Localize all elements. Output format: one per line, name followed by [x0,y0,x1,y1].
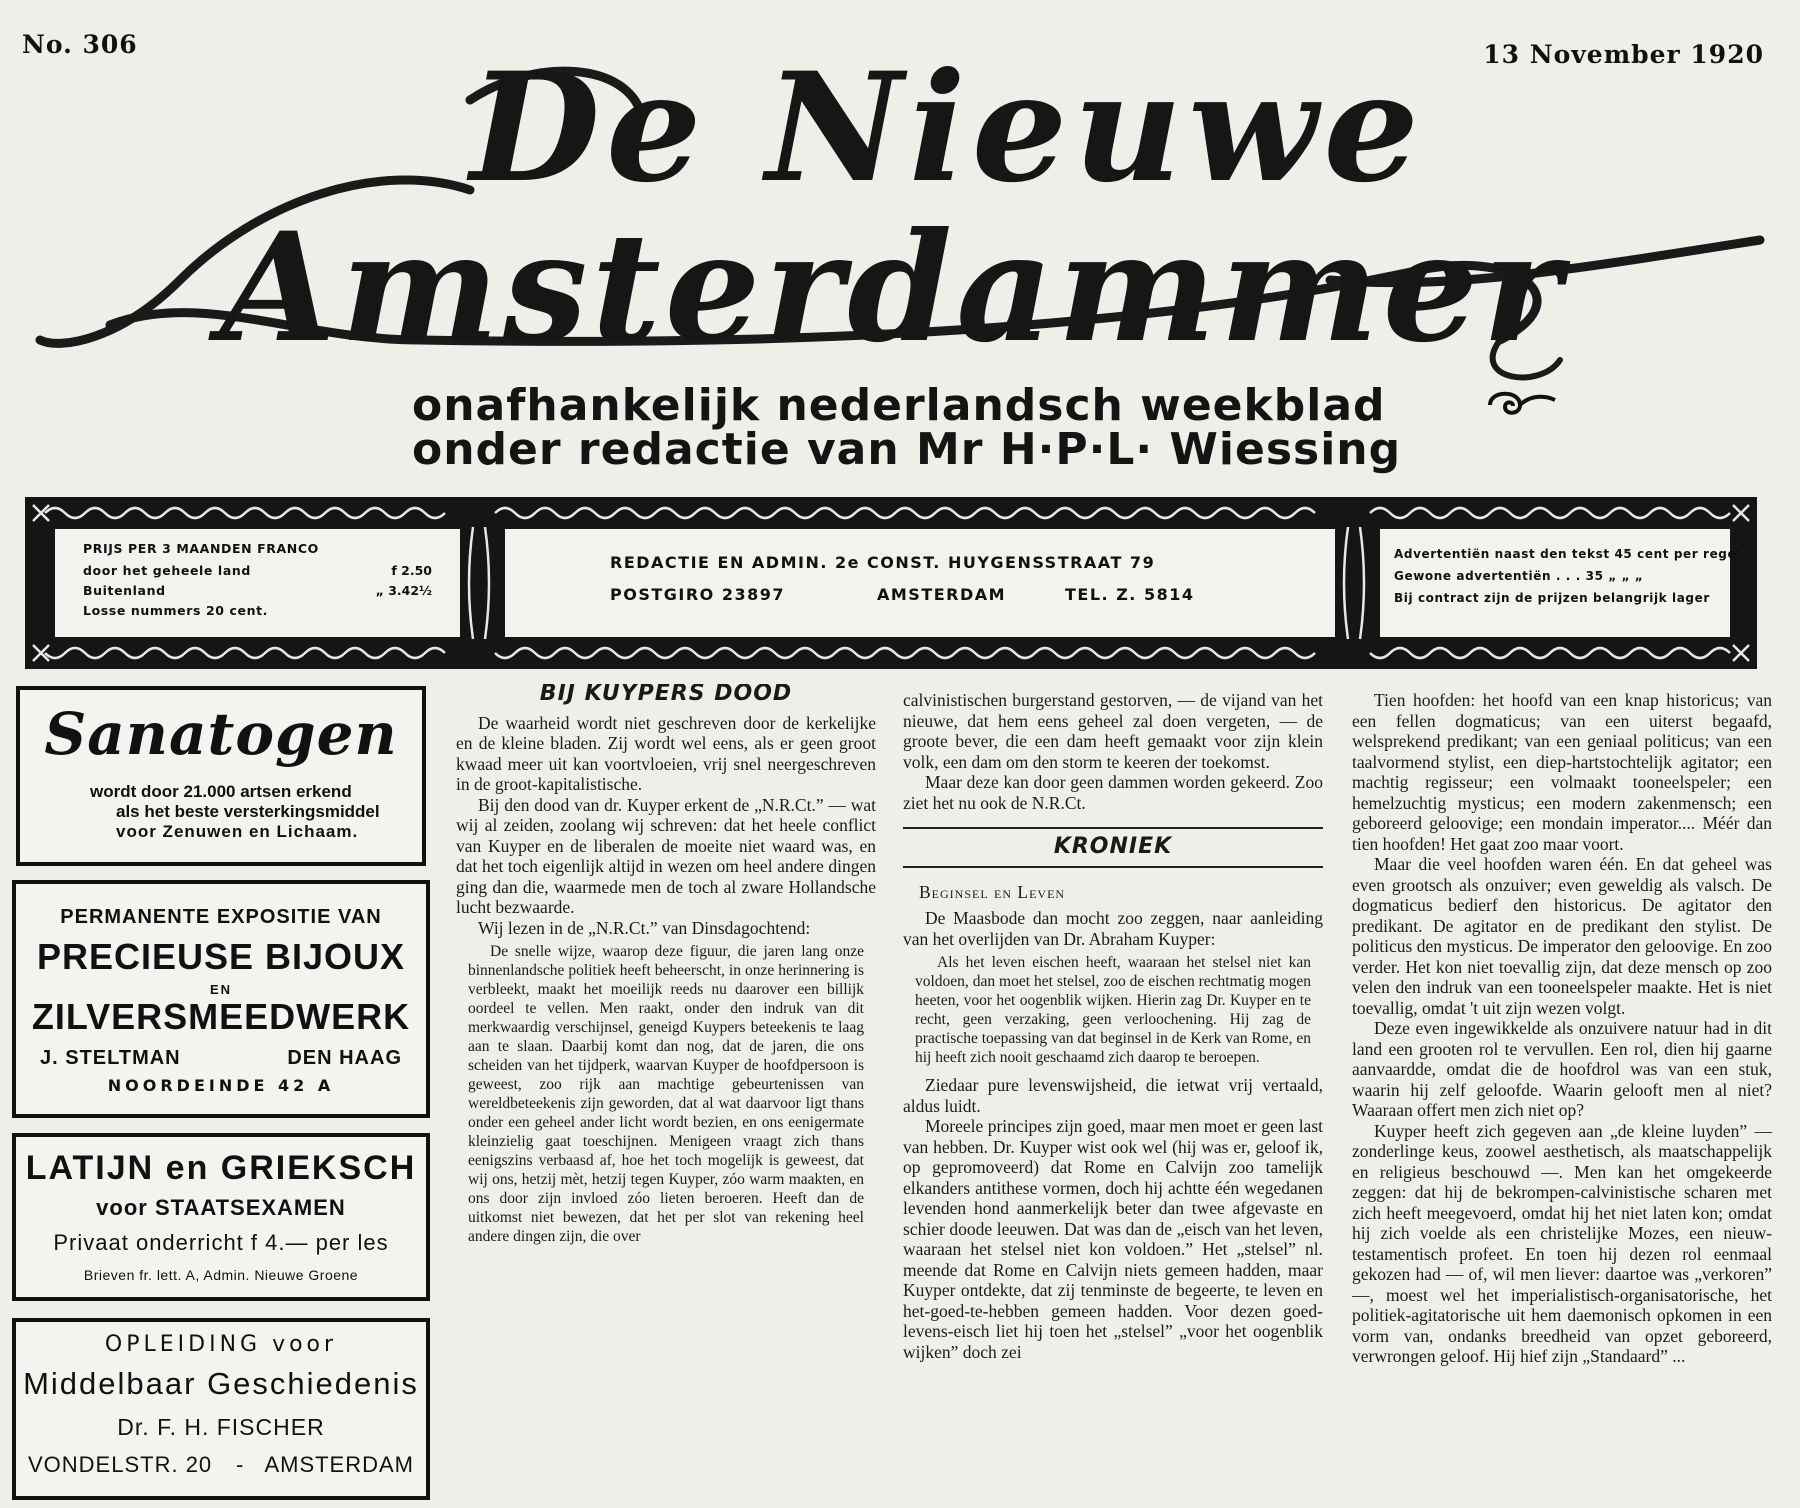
article-paragraph: Deze even ingewikkelde als onzuivere natuur had in dit land een grooten rol te vervullen. Een rol, dien hij gaarne aanvaardde, omdat die de hoofdrol was van een stuk, waarin hij zelf geloofde. Waarin gelooft men al niet? Waaraan offert men zich niet op? [1352,1018,1772,1120]
kroniek-subheading: Beginsel en Leven [919,881,1066,902]
price-row-label: door het geheele land [83,563,251,578]
ad-opleiding-city: AMSTERDAM [264,1452,414,1477]
article-heading: BIJ KUYPERS DOOD [539,684,793,706]
ad-rate-line: Gewone advertentiën . . . 35 „ „ „ [1394,569,1644,583]
info-band [25,497,1757,669]
masthead-title-line2: Amsterdammer [220,200,1566,376]
subscription-prices-panel [55,529,460,637]
ad-bijoux-headline: PRECIEUSE BIJOUX [36,936,406,977]
ad-opleiding-headline: Middelbaar Geschiedenis [23,1366,419,1401]
article-paragraph: Maar die veel hoofden waren één. En dat geheel was even grootsch als onzuiver; even geweldig als valsch. De dogmaticus bedierf den historicus. De agitator den predikant. De agitator en de predikant den stylist. De politicus den mysticus. De imperator den geloovige. En zoo verder. Het kon niet toevallig zijn, dat deze mensch op zoo velen den indruk van een tooneelspeler maakte. Het is niet toevallig, omdat 't uit zijn wezen volgt. [1352,854,1772,1018]
ad-sanatogen-line: als het beste versterkingsmiddel [116,802,380,821]
price-row-label: Buitenland [83,583,166,598]
ad-sanatogen-brand: Sanatogen [44,700,398,768]
article-column-3 [1352,690,1772,1504]
price-row-label: Losse nummers 20 cent. [83,603,269,618]
section-rule [903,866,1323,868]
ad-rate-line: Advertentiën naast den tekst 45 cent per regel [1394,547,1741,561]
ad-opleiding-geschiedenis [12,1318,430,1500]
article-paragraph: De Maasbode dan mocht zoo zeggen, naar aanleiding van het overlijden van Dr. Abraham Kuyper: [903,908,1323,949]
office-address: REDACTIE EN ADMIN. 2e CONST. HUYGENSSTRAAT 79 [610,553,1156,572]
editorial-office-panel [505,529,1335,637]
price-row-value: f 2.50 [391,563,432,578]
section-rule [903,827,1323,829]
ad-opleiding-line: OPLEIDING voor [104,1332,338,1357]
masthead-subtitle-line1: onafhankelijk nederlandsch weekblad [412,380,1386,431]
ad-latijn-line: Privaat onderricht f 4.— per les [53,1230,389,1255]
ad-latijn-line: voor STAATSEXAMEN [96,1195,346,1220]
article-paragraph: Bij den dood van dr. Kuyper erkent de „N.R.Ct.” — wat wij al zeiden, zoolang wij schreven: dat het heele conflict van Kuyper en de liberalen de moeite niet waard was, en dat het toch eigenlijk altijd in wezen om heel andere dingen ging dan die, waarmede men de toch al zware Hollandsche lucht bezwaarde. [456,794,876,917]
article-column-1 [456,684,876,1504]
ad-opleiding-address: VONDELSTR. 20 [28,1452,213,1477]
ad-sanatogen-line: wordt door 21.000 artsen erkend [90,782,352,801]
ad-bijoux-line: PERMANENTE EXPOSITIE VAN [60,906,382,928]
article-paragraph: Kuyper heeft zich gegeven aan „de kleine luyden” — zonderlinge keus, zoowel aesthetisch, als maatschappelijk en religieus beschouwd —. Men kan het omgekeerde zeggen: dat hij de bekrompen-calvinistische scharen met zich heeft meegevoerd, omdat hij het niet laten kon; omdat hij zich voelde als een christelijke Mozes, een nieuw-testamentisch profeet. En toen hij dezen rol eenmaal gekozen had — of, wil men liever: daartoe was „verkoren” —, moest wel het imperialistisch-organisatorische, het politiek-agitatorische uit hem daemonisch opkomen in een vorm van, ondanks breedheid van opzet geboreerd, verwrongen geloof. Hij hief zijn „Standaard” ... [1352,1120,1772,1366]
article-paragraph: Moreele principes zijn goed, maar men moet er geen last van hebben. Dr. Kuyper wist ook wel (hij was er, geloof ik, op gepromoveerd) dat Rome en Calvijn zoo tamelijk elkanders antithese vormen, doch hij achtte één wegedanen levenden hond aanmerkelijk beter dan twee afgevaste en schier doode leeuwen. Dat was dan de „eisch van het leven, waaraan het stelsel niet kon voldoen.” Het „stelsel” nl. meende dat Rome en Calvijn niets gemeen hadden, maar Kuyper ontdekte, dat zij tenminste de begeerte, te leven en het-goed-te-hebben gemeen hadden. Voor dezen goed-levens-eisch liet hij toen het „stelsel” „voor het oogenblik wijken” doch zei [903,1116,1323,1362]
ad-bijoux-city: DEN HAAG [287,1047,402,1069]
ad-opleiding-name: Dr. F. H. FISCHER [117,1414,325,1440]
ad-sanatogen [16,686,426,866]
article-quote: Als het leven eischen heeft, waaraan het stelsel niet kan voldoen, dan moet het stelsel, zoo de eischen rechtmatig mogen heeten, voor het oogenblik wijken. Hierin zag Dr. Kuyper en te recht, geen verzaking, geen verloochening. Hij zag de practische toepassing van dat beginsel in de Kerk van Rome, en hij heeft zich nooit geschaamd zich daarop te beroepen. [915,954,1311,1066]
spiral-ornament [1480,385,1560,425]
masthead-title-line1: De Nieuwe [470,40,1425,216]
ad-sanatogen-line: voor Zenuwen en Lichaam. [116,822,359,841]
article-paragraph: Wij lezen in de „N.R.Ct.” van Dinsdagochtend: [478,917,811,938]
office-city: AMSTERDAM [877,585,1007,604]
ad-latijn-line: Brieven fr. lett. A, Admin. Nieuwe Groene [83,1267,359,1283]
ad-bijoux-address: NOORDEINDE 42 A [107,1076,335,1095]
office-telephone: TEL. Z. 5814 [1065,585,1195,604]
issue-date: 13 November 1920 [1483,40,1764,69]
ad-rate-line: Bij contract zijn de prijzen belangrijk lager [1394,591,1710,605]
ad-bijoux-headline: ZILVERSMEEDWERK [31,996,411,1037]
article-column-2 [903,690,1323,1504]
article-paragraph: De waarheid wordt niet geschreven door de kerkelijke en de kleine bladen. Zij wordt wel eens, als er geen groot kwaad meer uit kan voortvloeien, vrij snel neergeschreven in de groot-kapitalistische. [456,712,876,794]
office-postgiro: POSTGIRO 23897 [610,585,786,604]
kroniek-heading: KRONIEK [1053,834,1173,859]
issue-number: No. 306 [22,30,138,59]
advertising-rates-panel [1380,529,1741,637]
article-quote: De snelle wijze, waarop deze figuur, die jaren lang onze binnenlandsche politiek heeft beheerscht, in onze herinnering is verbleekt, maakt het moeilijk reeds nu daarover een billijk oordeel te vellen. Men raakt, onder den indruk van dit merkwaardig verschijnsel, geneigd Kuypers beteekenis te laag aan te slaan. Daarbij komt dan nog, dat de jaren, die ons scheiden van het tijdperk, waarvan Kuyper de hoofdpersoon is geweest, zoo rijk aan machtige gebeurtenissen van wereldbeteekenis zijn geworden, dat al wat daarvoor ligt thans onder een geheel ander licht wordt bezien, en ons eenigermate kleinzielig gaat toeschijnen. Menigeen vraagt zich thans eenigszins verbaasd af, hoe het toch mogelijk is geweest, dat wij ons, hetzij mèt, hetzij tegen Kuyper, zóo warm maakten, en ons door zijn invloed zóo lieten beroeren. Heeft dan de uitkomst niet bewezen, dat het per slot van rekening heel andere dingen zijn, die over [468,943,864,1245]
ad-latijn-headline: LATIJN en GRIEKSCH [25,1149,417,1187]
article-paragraph: Ziedaar pure levenswijsheid, die ietwat vrij vertaald, aldus luidt. [903,1075,1323,1116]
article-paragraph: calvinistischen burgerstand gestorven, — de vijand van het nieuwe, dat hem eens geheel zal doen vergeten, — de groote bever, die een dam heeft gemaakt voor zijn klein volk, een dam om den storm te keeren der toekomst. [903,690,1323,772]
price-row-value: „ 3.42½ [375,583,432,598]
ad-bijoux-name: J. STELTMAN [40,1047,181,1069]
ad-latijn-grieksch [12,1133,430,1301]
article-paragraph: Tien hoofden: het hoofd van een knap historicus; van een fellen dogmaticus; van een uiterst begaafd, welsprekend predikant; van een geniaal politicus; van een taalvormend stylist, een diep-hartstochtelijk agitator; een machtig regisseur; een volmaakt tooneelspeler; een hemelzuchtig mysticus; een modern zakenmensch; een geboreerd geloovige; een mondain imperator.... Méér dan tien hoofden! Het gaat zoo maar voort. [1352,690,1772,854]
ad-bijoux-line: EN [209,982,233,997]
ad-precieuse-bijoux [12,880,430,1118]
masthead-subtitle-line2: onder redactie van Mr H·P·L· Wiessing [412,424,1402,475]
ad-opleiding-separator: - [236,1452,244,1477]
prices-heading: PRIJS PER 3 MAANDEN FRANCO [83,541,319,556]
article-paragraph: Maar deze kan door geen dammen worden gekeerd. Zoo ziet het nu ook de N.R.Ct. [903,772,1323,813]
